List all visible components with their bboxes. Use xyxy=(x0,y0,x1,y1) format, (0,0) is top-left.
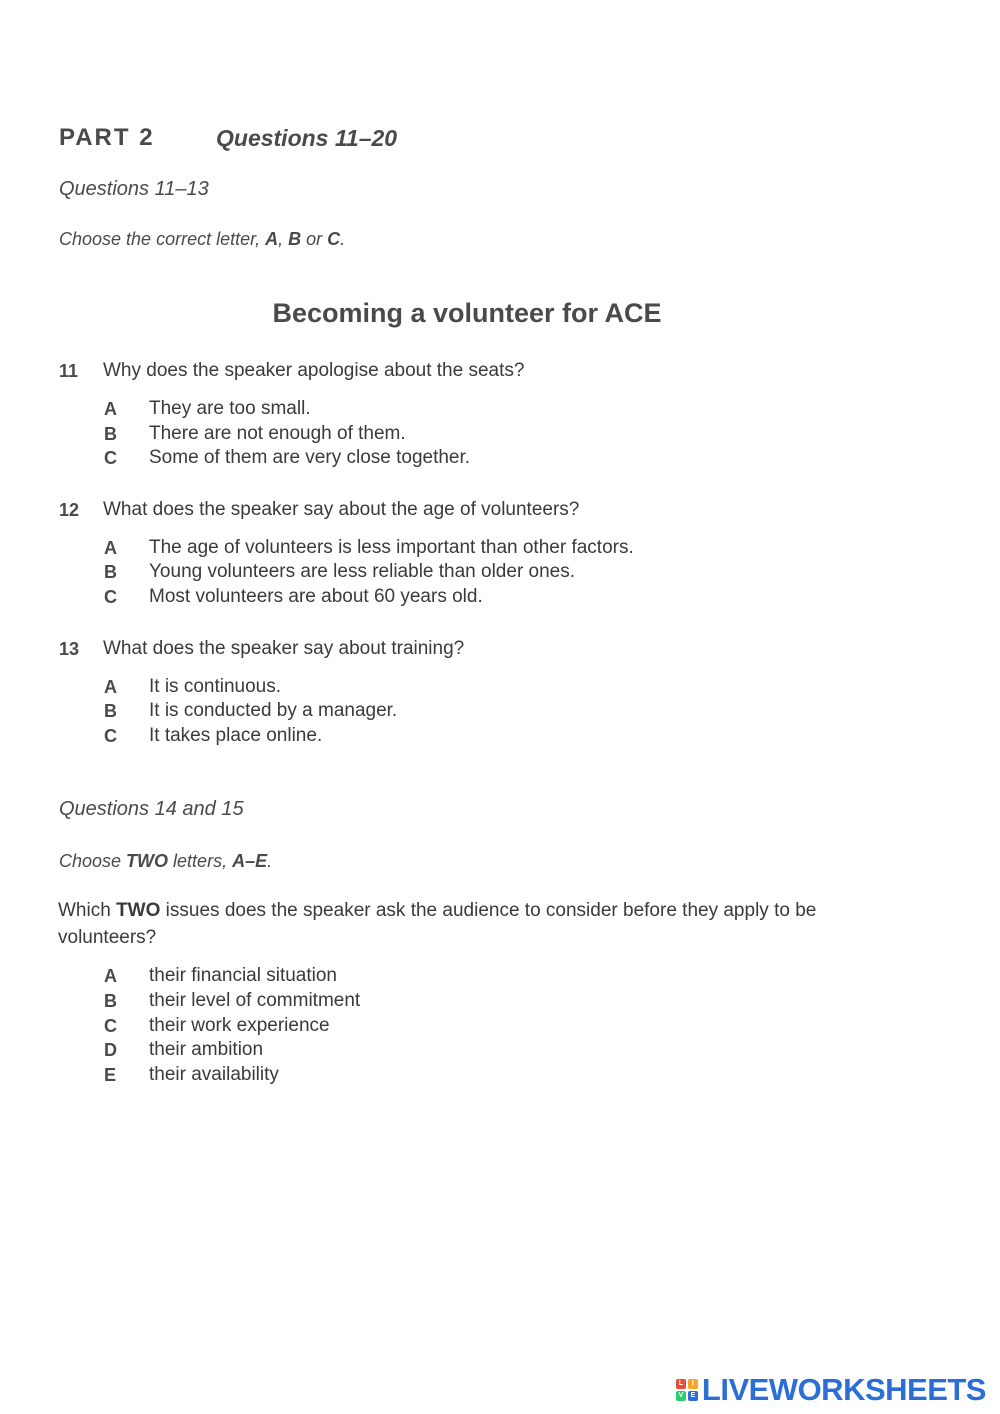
option-text[interactable]: their financial situation xyxy=(149,965,337,986)
option-text[interactable]: It takes place online. xyxy=(149,725,323,746)
section2-instruction: Choose TWO letters, A–E. xyxy=(59,851,273,871)
question-number: 11 xyxy=(59,361,79,381)
part-heading: PART 2 xyxy=(59,124,155,151)
option-text[interactable]: their work experience xyxy=(149,1015,330,1036)
option-text[interactable]: Young volunteers are less reliable than older ones. xyxy=(149,561,576,582)
liveworksheets-brand: LIVEWORKSHEETS xyxy=(701,1372,986,1407)
option-text[interactable]: They are too small. xyxy=(149,398,311,419)
option-letter[interactable]: D xyxy=(104,1040,117,1060)
option-letter[interactable]: A xyxy=(104,677,117,697)
option-letter[interactable]: A xyxy=(104,399,117,419)
option-text[interactable]: their ambition xyxy=(149,1039,264,1060)
option-letter[interactable]: B xyxy=(104,991,117,1011)
question-number: 13 xyxy=(59,639,80,659)
option-text[interactable]: their level of commitment xyxy=(149,990,361,1011)
logo-cell: L xyxy=(676,1379,686,1389)
option-letter[interactable]: C xyxy=(104,448,117,468)
option-text[interactable]: It is continuous. xyxy=(149,676,282,697)
option-letter[interactable]: A xyxy=(104,538,117,558)
section2-question: Which TWO issues does the speaker ask the audience to consider before they apply to be volunteers? xyxy=(58,900,817,948)
question-text: What does the speaker say about the age of volunteers? xyxy=(103,499,580,520)
option-text[interactable]: It is conducted by a manager. xyxy=(149,700,398,721)
option-letter[interactable]: C xyxy=(104,726,117,746)
logo-cell: E xyxy=(688,1391,698,1401)
section2-label: Questions 14 and 15 xyxy=(59,798,244,820)
option-letter[interactable]: B xyxy=(104,424,117,444)
option-letter[interactable]: B xyxy=(104,562,117,582)
questions-range-heading: Questions 11–20 xyxy=(216,125,398,151)
option-letter[interactable]: B xyxy=(104,701,117,721)
option-text[interactable]: Some of them are very close together. xyxy=(149,447,471,468)
logo-cell: V xyxy=(676,1391,686,1401)
logo-cell: I xyxy=(688,1379,698,1389)
option-letter[interactable]: C xyxy=(104,587,117,607)
option-letter[interactable]: C xyxy=(104,1016,117,1036)
option-text[interactable]: There are not enough of them. xyxy=(149,423,406,444)
question-number: 12 xyxy=(59,500,80,520)
question-text: What does the speaker say about training? xyxy=(103,638,465,659)
option-text[interactable]: The age of volunteers is less important than other factors. xyxy=(149,537,634,558)
section1-label: Questions 11–13 xyxy=(59,178,209,200)
section1-instruction: Choose the correct letter, A, B or C. xyxy=(59,229,346,249)
option-letter[interactable]: A xyxy=(104,966,117,986)
document-title: Becoming a volunteer for ACE xyxy=(272,298,662,328)
question-text: Why does the speaker apologise about the seats? xyxy=(103,360,525,381)
option-letter[interactable]: E xyxy=(104,1065,117,1085)
liveworksheets-logo-icon xyxy=(676,1379,698,1401)
liveworksheets-logo xyxy=(676,1372,986,1408)
option-text[interactable]: Most volunteers are about 60 years old. xyxy=(149,586,483,607)
option-text[interactable]: their availability xyxy=(149,1064,279,1085)
